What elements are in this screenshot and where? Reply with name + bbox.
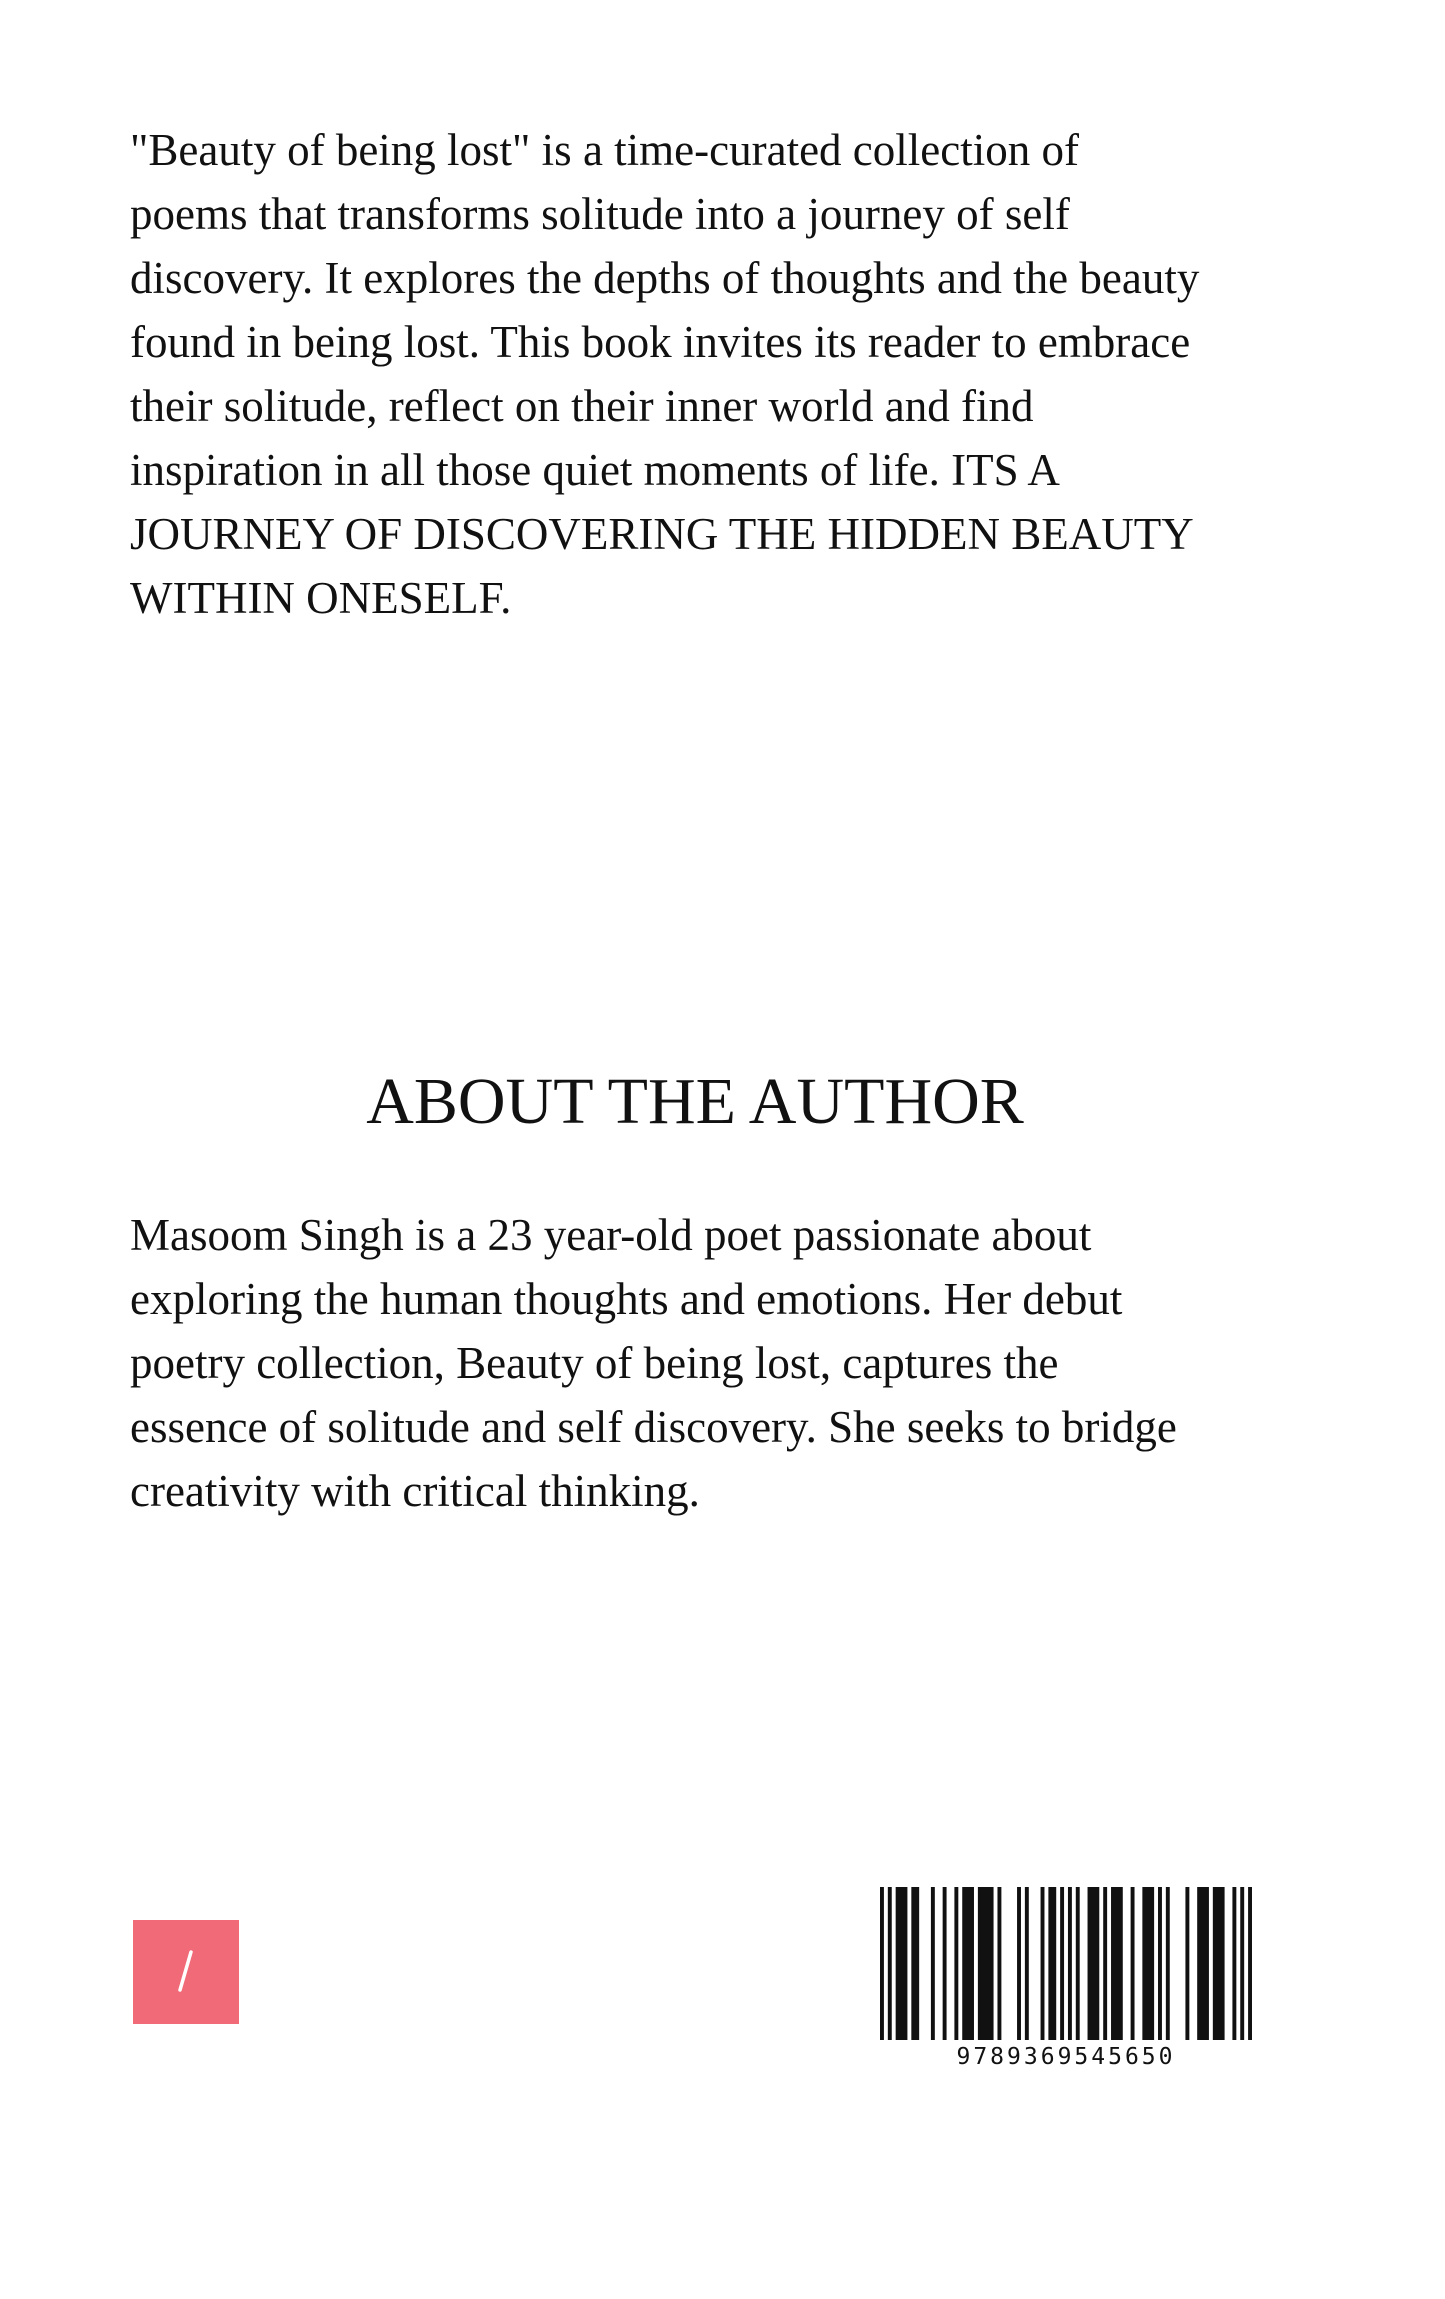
barcode-bar	[1166, 1887, 1170, 2040]
publisher-logo	[133, 1920, 239, 2024]
barcode-bar	[962, 1887, 974, 2040]
bio-line: exploring the human thoughts and emotions. Her debut	[130, 1274, 1123, 1324]
blurb-line: JOURNEY OF DISCOVERING THE HIDDEN BEAUTY	[130, 509, 1194, 559]
barcode-bar	[1197, 1887, 1209, 2040]
barcode-bar	[1232, 1887, 1236, 2040]
blurb-line: their solitude, reflect on their inner world and find	[130, 381, 1034, 431]
barcode-bar	[978, 1887, 994, 2040]
bio-line: poetry collection, Beauty of being lost, captures the	[130, 1338, 1059, 1388]
barcode-bar	[1068, 1887, 1072, 2040]
author-bio	[130, 1203, 1330, 1523]
blurb-line: poems that transforms solitude into a journey of self	[130, 189, 1070, 239]
about-the-author-heading: ABOUT THE AUTHOR	[366, 1065, 1024, 1138]
barcode-bar	[888, 1887, 892, 2040]
bio-line: Masoom Singh is a 23 year-old poet passionate about	[130, 1210, 1092, 1260]
barcode-bar	[1041, 1887, 1045, 2040]
blurb-line: WITHIN ONESELF.	[130, 573, 512, 623]
barcode-bar	[1048, 1887, 1056, 2040]
barcode-bar	[1131, 1887, 1135, 2040]
bio-line: creativity with critical thinking.	[130, 1466, 700, 1516]
barcode-bar	[1142, 1887, 1154, 2040]
barcode-bar	[1240, 1887, 1244, 2040]
barcode-bar	[943, 1887, 947, 2040]
isbn-number: 9789369545650	[956, 2044, 1176, 2070]
blurb-line: found in being lost. This book invites its reader to embrace	[130, 317, 1191, 367]
barcode	[880, 1887, 1252, 2072]
book-blurb	[130, 118, 1330, 630]
barcode-bar	[1185, 1887, 1189, 2040]
blurb-line: inspiration in all those quiet moments of life. ITS A	[130, 445, 1060, 495]
barcode-bars	[880, 1887, 1252, 2040]
barcode-bar	[1248, 1887, 1252, 2040]
barcode-bar	[896, 1887, 908, 2040]
barcode-bar	[1017, 1887, 1021, 2040]
blurb-line: "Beauty of being lost" is a time-curated collection of	[130, 125, 1079, 175]
barcode-bar	[1025, 1887, 1029, 2040]
barcode-bar	[1076, 1887, 1080, 2040]
barcode-bar	[911, 1887, 919, 2040]
barcode-bar	[931, 1887, 935, 2040]
barcode-bar	[880, 1887, 884, 2040]
barcode-bar	[1103, 1887, 1107, 2040]
bio-line: essence of solitude and self discovery. She seeks to bridge	[130, 1402, 1177, 1452]
slash-logo-icon	[133, 1920, 239, 2024]
barcode-bar	[1060, 1887, 1064, 2040]
barcode-bar	[1088, 1887, 1100, 2040]
barcode-bar	[997, 1887, 1001, 2040]
barcode-bar	[1158, 1887, 1162, 2040]
blurb-line: discovery. It explores the depths of thoughts and the beauty	[130, 253, 1200, 303]
barcode-bar	[1213, 1887, 1225, 2040]
barcode-bar	[954, 1887, 958, 2040]
barcode-bar	[1111, 1887, 1123, 2040]
